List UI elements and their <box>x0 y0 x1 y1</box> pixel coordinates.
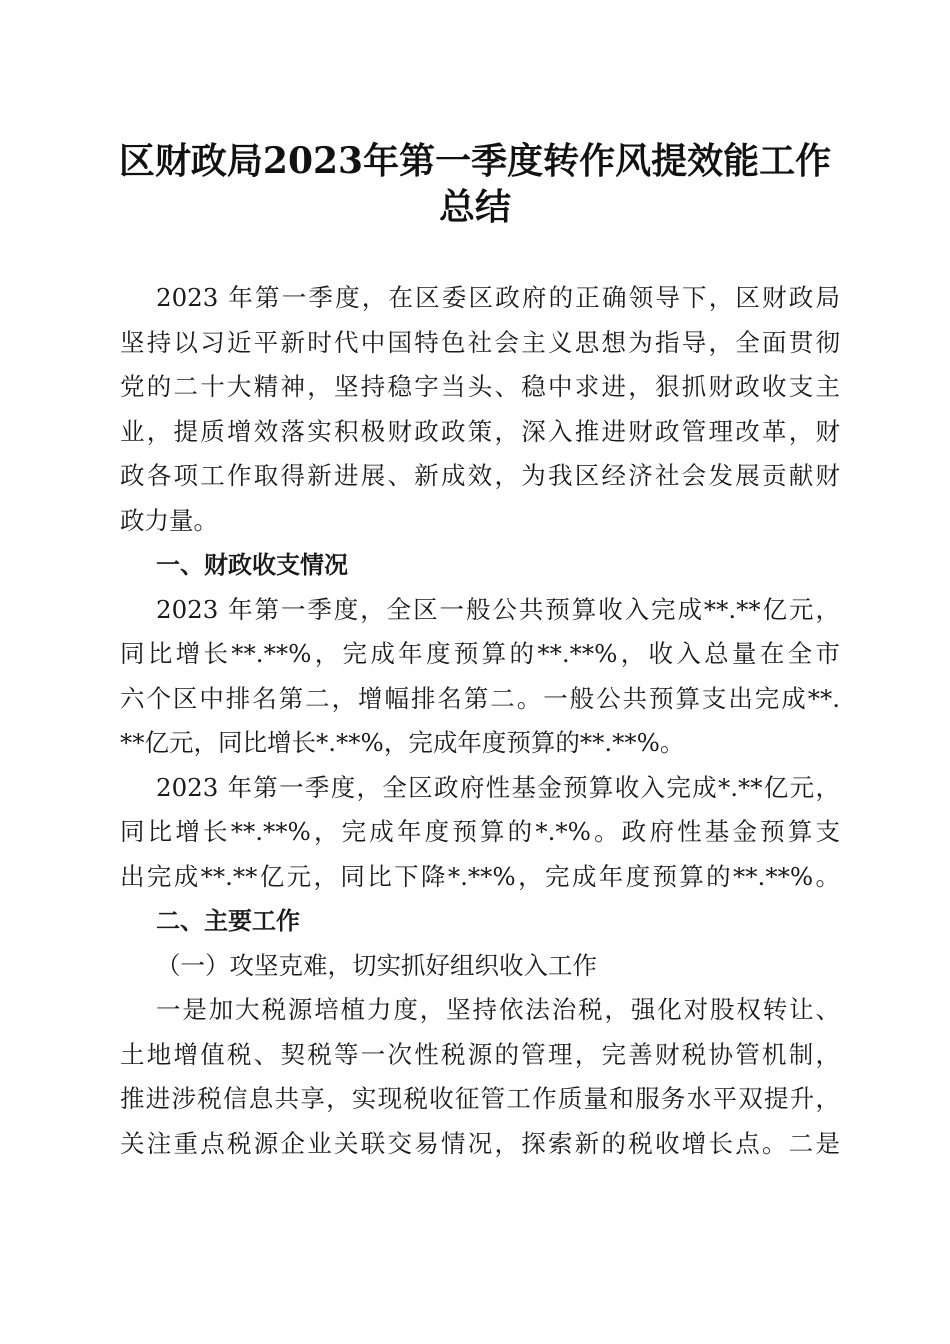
intro-paragraph-line: 2023 年第一季度，在区委区政府的正确领导下，区财政局 <box>156 283 840 312</box>
intro-paragraph-line: 坚持以习近平新时代中国特色社会主义思想为指导，全面贯彻 <box>120 327 840 357</box>
intro-paragraph-line: 业，提质增效落实积极财政政策，深入推进财政管理改革，财 <box>120 416 840 446</box>
document-title-line-1: 区财政局2023年第一季度转作风提效能工作 <box>118 140 832 182</box>
revenue-paragraph-line: 同比增长**.**%，完成年度预算的**.**%，收入总量在全市 <box>120 639 840 668</box>
revenue-paragraph-line: 六个区中排名第二，增幅排名第二。一般公共预算支出完成**. <box>120 683 840 713</box>
subsection-heading-1: （一）攻坚克难，切实抓好组织收入工作 <box>156 950 597 980</box>
section-heading-2: 二、主要工作 <box>156 907 300 935</box>
intro-paragraph-line: 政各项工作取得新进展、新成效，为我区经济社会发展贡献财 <box>120 461 840 490</box>
fund-paragraph-line: 同比增长**.**%，完成年度预算的*.*%。政府性基金预算支 <box>120 817 840 846</box>
work-paragraph-line: 一是加大税源培植力度，坚持依法治税，强化对股权转让、 <box>156 995 840 1024</box>
document-body <box>120 276 840 1166</box>
revenue-paragraph-line: 2023 年第一季度，全区一般公共预算收入完成**.**亿元， <box>156 594 840 624</box>
work-paragraph-line: 关注重点税源企业关联交易情况，探索新的税收增长点。二是 <box>120 1128 840 1158</box>
fund-paragraph-line: 出完成**.**亿元，同比下降*.**%，完成年度预算的**.**%。 <box>120 861 840 891</box>
fund-paragraph-line: 2023 年第一季度，全区政府性基金预算收入完成*.**亿元， <box>156 772 840 802</box>
work-paragraph-line: 土地增值税、契税等一次性税源的管理，完善财税协管机制， <box>120 1039 840 1069</box>
work-paragraph-line: 推进涉税信息共享，实现税收征管工作质量和服务水平双提升， <box>120 1084 840 1113</box>
revenue-paragraph-line: **亿元，同比增长*.**%，完成年度预算的**.**%。 <box>120 728 685 757</box>
intro-paragraph-line: 党的二十大精神，坚持稳字当头、稳中求进，狠抓财政收支主 <box>120 372 840 401</box>
document-title-line-2: 总结 <box>438 186 511 228</box>
intro-paragraph-line: 政力量。 <box>120 505 218 535</box>
section-heading-1: 一、财政收支情况 <box>156 551 348 579</box>
